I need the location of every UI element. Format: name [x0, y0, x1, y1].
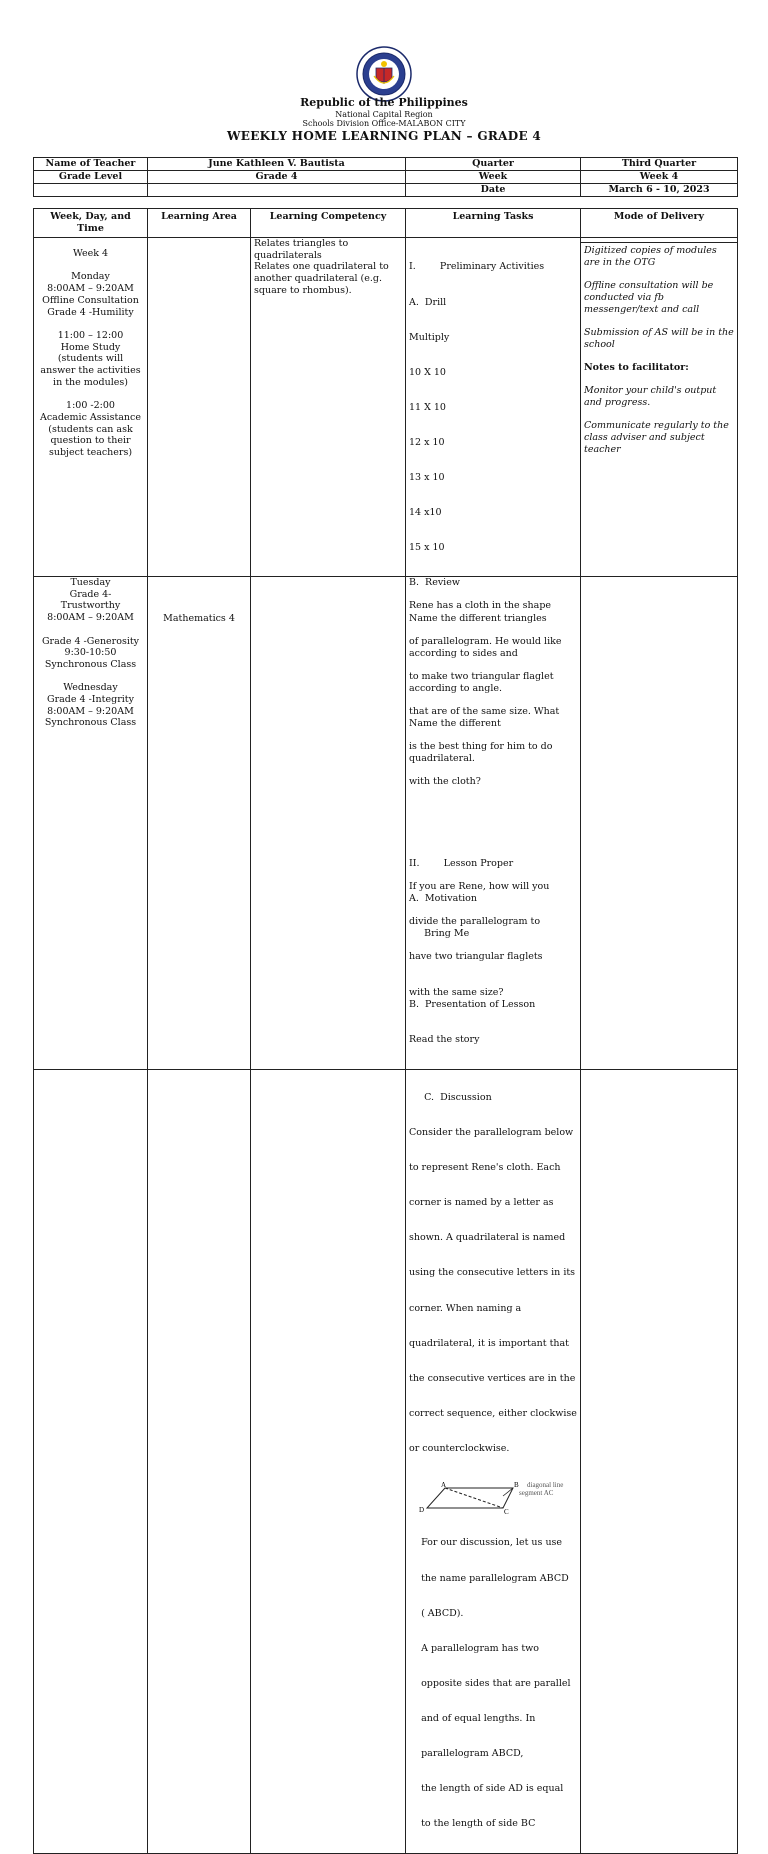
competency-line: square to rhombus). [254, 284, 352, 296]
task-line: corner. When naming a [409, 1302, 522, 1314]
vertex-label-a: A [441, 1481, 447, 1490]
grade-label: Grade Level [34, 171, 148, 184]
schedule-line: Trustworthy [60, 600, 121, 612]
task-line: that are of the same size. What [409, 705, 560, 717]
schedule-line: Tuesday [70, 577, 111, 588]
schedule-line: Monday [71, 271, 110, 283]
task-line: with the cloth? [409, 775, 481, 787]
schedule-line: Grade 4 -Integrity [47, 694, 134, 705]
vertex-label-d: D [419, 1506, 425, 1515]
vertex-label-b: B [514, 1481, 519, 1490]
task-line: or counterclockwise. [409, 1442, 510, 1454]
task-line: 13 x 10 [409, 472, 445, 484]
task-line: quadrilateral. [409, 752, 475, 764]
task-line: according to angle. [409, 682, 503, 694]
parallelogram-diagram [409, 1480, 577, 1514]
divider [581, 242, 737, 243]
date-value: March 6 - 10, 2023 [581, 184, 738, 197]
task-line: have two triangular flaglets [409, 951, 543, 963]
task-line: corner is named by a letter as [409, 1197, 554, 1209]
task-line: ( ABCD). [409, 1607, 464, 1619]
task-line: A. Motivation [409, 893, 477, 905]
mode-paragraph: Submission of AS will be in the school [584, 326, 734, 350]
schedule-cell-tuesday-wednesday [34, 577, 148, 1854]
task-line: For our discussion, let us use [409, 1537, 563, 1549]
task-line: 10 X 10 [409, 366, 446, 378]
col-header-learning-competency: Learning Competency [251, 209, 406, 238]
task-line: I. Preliminary Activities [409, 261, 545, 273]
schedule-line: 1:00 -2:00 [66, 400, 115, 412]
task-line: Name the different triangles [409, 612, 547, 624]
mode-paragraph: Digitized copies of modules are in the OTG [584, 245, 717, 268]
col-header-week-day-time: Week, Day, and Time [34, 209, 148, 238]
schedule-line: Grade 4 -Generosity [41, 635, 140, 647]
task-line: to represent Rene's cloth. Each [409, 1162, 561, 1174]
schedule-line: Synchronous Class [44, 717, 137, 729]
empty-cell [251, 577, 406, 1854]
competency-line: another quadrilateral (e.g. [254, 273, 382, 285]
schedule-line: subject teachers) [48, 446, 133, 458]
empty-cell [34, 184, 148, 197]
task-line: shown. A quadrilateral is named [409, 1232, 566, 1244]
date-label: Date [406, 184, 581, 197]
vertex-label-c: C [504, 1508, 509, 1515]
task-line: A. Drill [409, 296, 447, 308]
info-table [33, 157, 738, 197]
task-line: A parallelogram has two [409, 1642, 540, 1654]
task-line: of parallelogram. He would like [409, 635, 562, 647]
schedule-line: Week 4 [72, 248, 109, 259]
task-line: II. Lesson Proper [409, 858, 514, 870]
schedule-line: 8:00AM – 9:20AM [47, 283, 134, 295]
task-line: Read the story [409, 1033, 480, 1045]
task-line: according to sides and [409, 647, 518, 659]
schedule-line: 8:00AM – 9:20AM [47, 612, 134, 624]
empty-cell [148, 184, 406, 197]
task-line: 15 x 10 [409, 542, 445, 554]
grade-value: Grade 4 [148, 171, 406, 184]
task-line: 11 X 10 [409, 401, 446, 413]
learning-area-text: Mathematics 4 [163, 612, 235, 624]
task-line: 14 x10 [409, 507, 442, 519]
task-line: Name the different [409, 717, 501, 729]
teacher-value: June Kathleen V. Bautista [148, 158, 406, 171]
competency-line: Relates one quadrilateral to [254, 261, 389, 273]
task-line: is the best thing for him to do [409, 740, 553, 752]
task-line: the name parallelogram ABCD [409, 1572, 569, 1584]
task-line: opposite sides that are parallel [409, 1677, 571, 1689]
task-line: with the same size? [409, 986, 504, 998]
task-line: Rene has a cloth in the shape [409, 600, 552, 612]
col-header-learning-tasks: Learning Tasks [406, 209, 581, 238]
task-line: If you are Rene, how will you [409, 881, 550, 893]
schedule-line: in the modules) [53, 376, 128, 388]
task-line: Consider the parallelogram below [409, 1126, 574, 1138]
schedule-line: (students can ask [48, 423, 133, 435]
task-line: B. Presentation of Lesson [409, 998, 536, 1010]
schedule-line: Academic Assistance [39, 411, 141, 423]
task-line: correct sequence, either clockwise [409, 1407, 577, 1419]
task-line: quadrilateral, it is important that [409, 1337, 570, 1349]
task-line: divide the parallelogram to [409, 916, 541, 928]
notes-to-facilitator-label: Notes to facilitator: [584, 361, 689, 373]
diagonal-label: diagonal line [527, 1481, 564, 1490]
schedule-line: answer the activities [40, 365, 141, 376]
col-header-learning-area: Learning Area [148, 209, 251, 238]
schedule-line: Grade 4 -Humility [47, 306, 134, 318]
task-line: and of equal lengths. In [409, 1713, 536, 1725]
schedule-line: 11:00 – 12:00 [57, 329, 124, 341]
schedule-line: 8:00AM – 9:20AM [47, 705, 134, 717]
task-line: to the length of side BC [409, 1818, 536, 1830]
mode-paragraph: Offline consultation will be conducted via fb messenger/text and call [584, 280, 714, 315]
empty-cell [581, 577, 738, 1854]
quarter-value: Third Quarter [581, 158, 738, 171]
week-value: Week 4 [581, 171, 738, 184]
task-line: 12 x 10 [409, 436, 445, 448]
schedule-line: (students will [57, 353, 124, 365]
header-republic: Republic of the Philippines [300, 96, 468, 109]
task-line: the consecutive vertices are in the [409, 1372, 576, 1384]
week-label: Week [406, 171, 581, 184]
schedule-line: Grade 4- [69, 588, 112, 600]
col-header-mode-of-delivery: Mode of Delivery [581, 209, 738, 238]
teacher-label: Name of Teacher [34, 158, 148, 171]
task-line: to make two triangular flaglet [409, 670, 554, 682]
tasks-cell-page2 [406, 577, 581, 1854]
mode-paragraph: Communicate regularly to the class adviser and subject teacher [584, 420, 729, 455]
header-region: National Capital Region [335, 110, 433, 119]
deped-seal-logo [356, 46, 412, 102]
task-line: parallelogram ABCD, [409, 1748, 524, 1760]
task-line: B. Review [409, 577, 460, 589]
schedule-line: Offline Consultation [42, 294, 139, 306]
schedule-line: 9:30-10:50 [64, 647, 117, 659]
diagonal-label: segment AC [519, 1489, 554, 1498]
mode-paragraph: Monitor your child's output and progress. [584, 385, 717, 409]
schedule-line: question to their [50, 435, 131, 447]
schedule-line: Wednesday [63, 682, 118, 694]
quarter-label: Quarter [406, 158, 581, 171]
task-line: Multiply [409, 331, 450, 343]
task-line: the length of side AD is equal [409, 1783, 564, 1795]
task-line: Bring Me [409, 928, 470, 940]
page-title: WEEKLY HOME LEARNING PLAN – GRADE 4 [226, 129, 542, 143]
discussion-heading: C. Discussion [409, 1091, 492, 1103]
competency-line: quadrilaterals [254, 249, 322, 261]
schedule-line: Synchronous Class [44, 658, 137, 670]
task-line: using the consecutive letters in its [409, 1267, 576, 1279]
competency-line: Relates triangles to [254, 238, 349, 249]
schedule-line: Home Study [60, 341, 121, 353]
header-division: Schools Division Office-MALABON CITY [302, 119, 466, 128]
empty-cell [148, 577, 251, 1854]
plan-table-page2 [33, 576, 738, 1854]
